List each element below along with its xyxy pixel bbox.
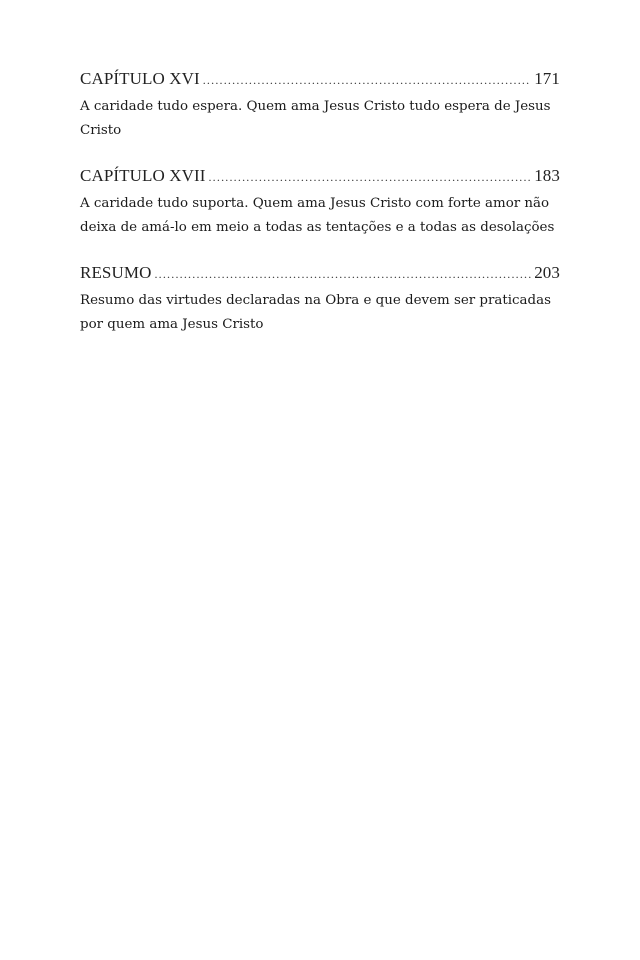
- toc-entry: [80, 66, 560, 143]
- toc-entry-page-number: 171: [534, 69, 560, 88]
- toc-entry-description: A caridade tudo espera. Quem ama Jesus Cristo tudo espera de Jesus Cristo: [80, 99, 551, 138]
- toc-entry-title: CAPÍTULO XVII: [80, 166, 206, 185]
- dot-leader: [154, 261, 531, 287]
- table-of-contents: [80, 66, 560, 357]
- toc-entry: [80, 260, 560, 337]
- toc-entry-heading: [80, 163, 560, 190]
- toc-entry-title: RESUMO: [80, 263, 152, 282]
- toc-entry-title: CAPÍTULO XVI: [80, 69, 200, 88]
- toc-entry-description: A caridade tudo suporta. Quem ama Jesus Cristo com forte amor não deixa de amá-lo em meio a todas as tentações e a todas as desolações: [80, 196, 555, 235]
- toc-entry: [80, 163, 560, 240]
- toc-entry-description: Resumo das virtudes declaradas na Obra e que devem ser praticadas por quem ama Jesus Cristo: [80, 293, 551, 332]
- toc-entry-page-number: 183: [534, 166, 560, 185]
- dot-leader: [203, 67, 531, 93]
- toc-entry-heading: [80, 260, 560, 287]
- dot-leader: [208, 164, 531, 190]
- toc-entry-page-number: 203: [534, 263, 560, 282]
- toc-entry-heading: [80, 66, 560, 93]
